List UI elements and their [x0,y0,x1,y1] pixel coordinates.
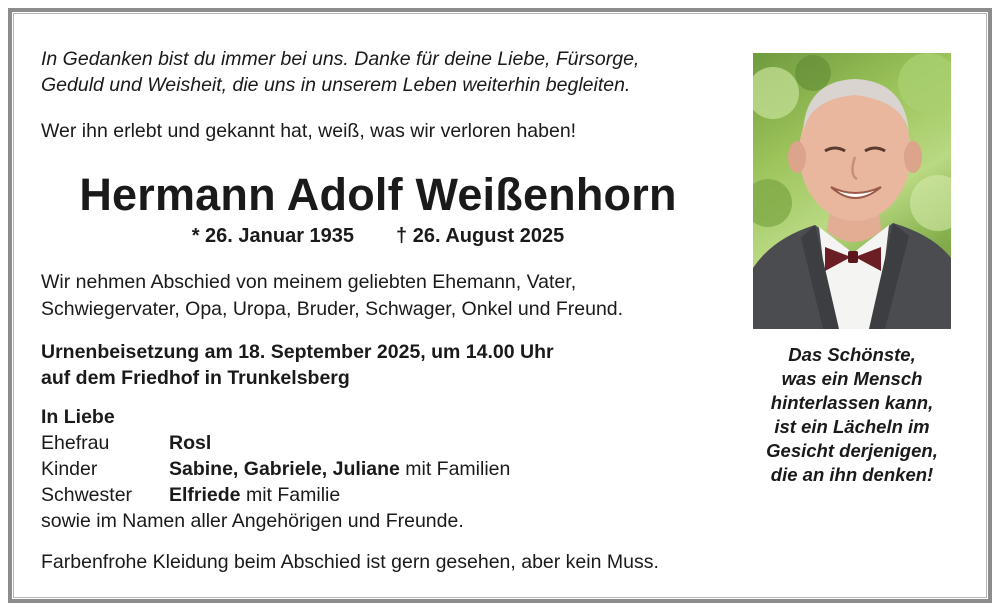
burial-line-2: auf dem Friedhof in Trunkelsberg [41,367,350,389]
mourner-names: Rosl [169,432,212,454]
life-dates [0,224,756,248]
portrait-photo [753,53,951,329]
mourner-names: Sabine, Gabriele, Juliane [169,458,400,480]
mourner-suffix: mit Familie [240,484,341,506]
intro-quote-line-2: Geduld und Weisheit, die uns in unserem Leben weiterhin begleiten. [41,74,631,96]
mourners-heading: In Liebe [41,406,115,428]
intro-quote-line-1: In Gedanken bist du immer bei uns. Danke für deine Liebe, Fürsorge, [41,48,640,70]
mourners-closing: sowie im Namen aller Angehörigen und Freunde. [41,510,464,532]
deceased-name: Hermann Adolf Weißenhorn [79,169,677,220]
remembrance-line: Wer ihn erlebt und gekannt hat, weiß, was wir verloren haben! [41,120,577,142]
death-date: † 26. August 2025 [396,225,565,247]
side-quote-line: hinterlassen kann, [770,392,934,413]
mourner-names: Elfriede [169,484,241,506]
side-quote-line: was ein Mensch [781,368,923,389]
side-quote [742,343,962,487]
dress-note: Farbenfrohe Kleidung beim Abschied ist gern gesehen, aber kein Muss. [41,551,659,573]
side-quote-line: Gesicht derjenigen, [766,440,938,461]
mourner-relation: Schwester [41,484,133,506]
farewell-line-2: Schwiegervater, Opa, Uropa, Bruder, Schwager, Onkel und Freund. [41,298,624,320]
burial-line-1: Urnenbeisetzung am 18. September 2025, um 14.00 Uhr [41,341,554,363]
side-quote-line: ist ein Lächeln im [774,416,930,437]
mourner-relation: Kinder [41,458,98,480]
mourner-suffix: mit Familien [399,458,511,480]
side-quote-line: die an ihn denken! [770,464,934,485]
farewell-line-1: Wir nehmen Abschied von meinem geliebten Ehemann, Vater, [41,271,577,293]
portrait-illustration [753,53,951,329]
side-quote-line: Das Schönste, [788,344,916,365]
mourner-relation: Ehefrau [41,432,110,454]
mourner-row [41,483,340,508]
mourner-row [41,431,211,456]
mourner-row [41,457,510,482]
birth-date: * 26. Januar 1935 [191,225,355,247]
